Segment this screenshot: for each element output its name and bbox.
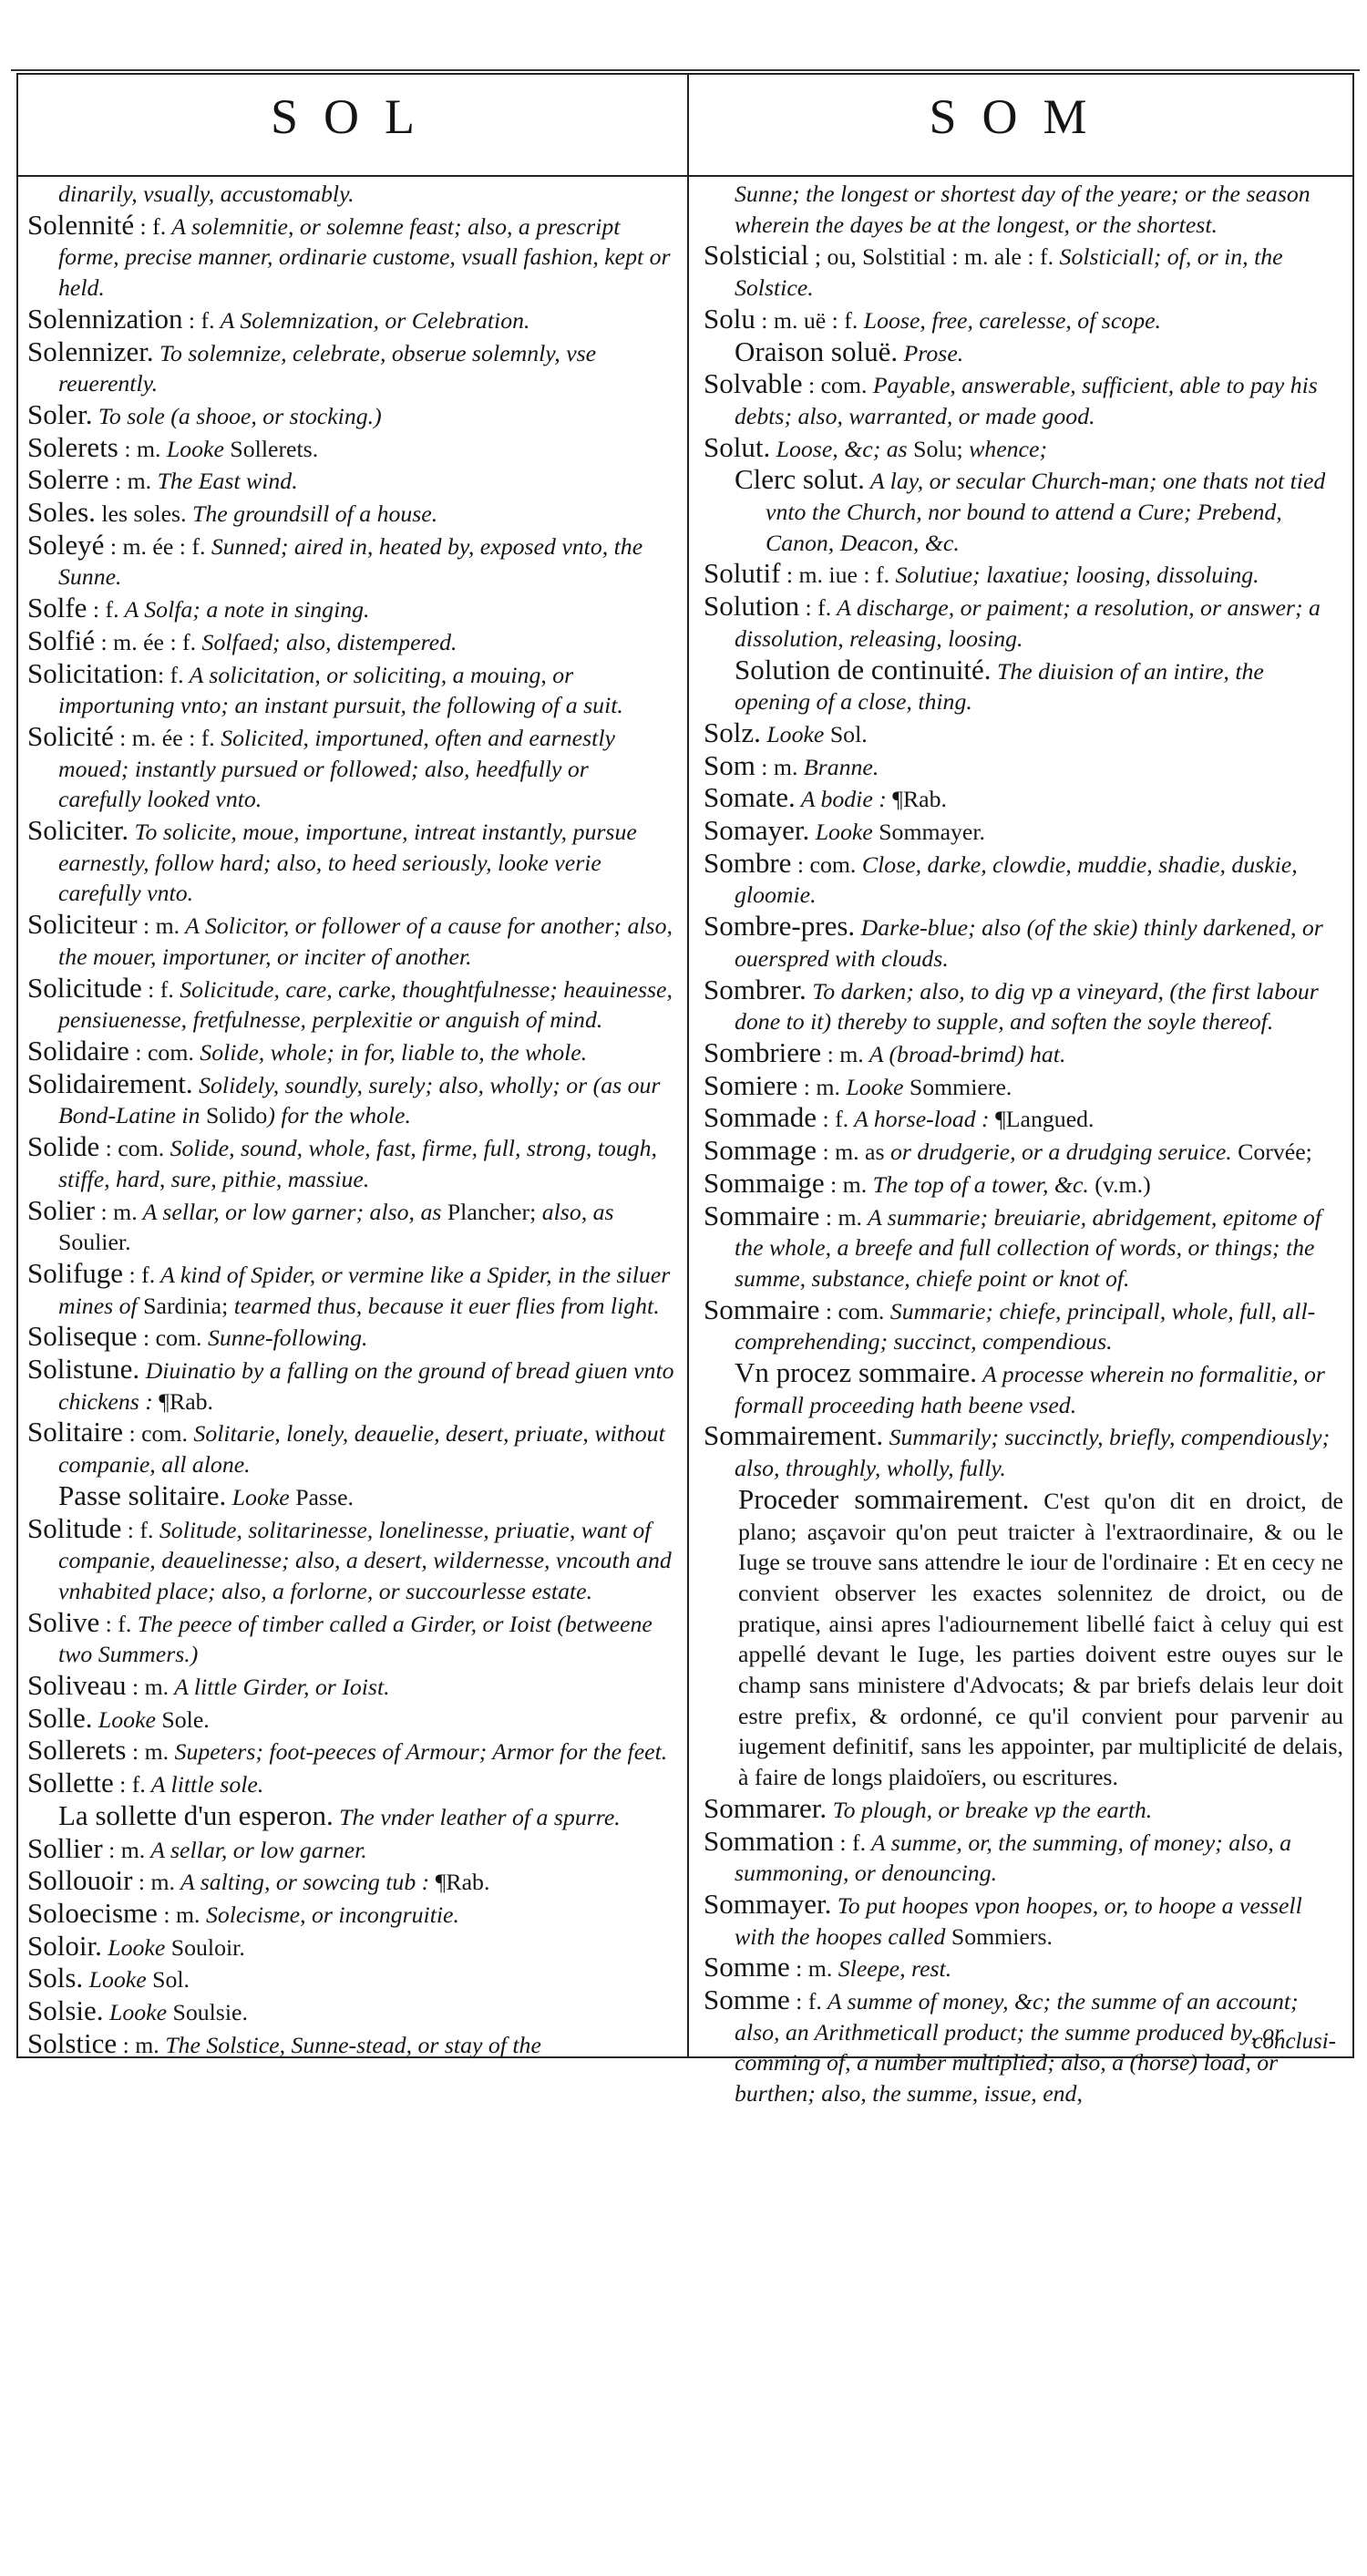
headword: Sommaige xyxy=(704,1166,825,1199)
headword: Solicité xyxy=(27,719,114,752)
headword: Solide xyxy=(27,1130,100,1163)
cross-reference: Sol. xyxy=(146,1966,190,1994)
headword: Solitude xyxy=(27,1511,122,1544)
definition: A little Girder, or Ioist. xyxy=(169,1674,390,1701)
cross-reference: Corvée; xyxy=(1231,1139,1312,1166)
definition: A discharge, or paiment; a resolution, or answer; a dissolution, releasing, loosing. xyxy=(735,594,1321,652)
definition: The diuision of an intire, the opening of a close, thing. xyxy=(735,657,1264,716)
headword: Soliveau xyxy=(27,1669,127,1702)
definition: A summarie; breuiarie, abridgement, epitome of the whole, a breefe and full collection of words, or things; the summe, substance, chiefe point or knot of. xyxy=(735,1203,1321,1292)
dictionary-entry xyxy=(27,464,676,497)
definition: Looke xyxy=(92,1705,156,1733)
running-head-right: SOM xyxy=(929,89,1113,144)
dictionary-entry xyxy=(27,530,676,592)
definition: The Solstice, Sunne-stead, or stay of the xyxy=(159,2031,541,2058)
grammar-note: : m. as xyxy=(817,1139,885,1166)
definition: The vnder leather of a spurre. xyxy=(333,1803,621,1830)
definition: To solemnize, celebrate, obserue solemnly, vse reuerently. xyxy=(58,339,597,397)
headword: Passe solitaire. xyxy=(58,1479,227,1511)
headword: Vn procez sommaire. xyxy=(735,1356,977,1389)
definition: Looke xyxy=(101,1933,166,1961)
dictionary-entry xyxy=(704,1037,1343,1070)
definition: Solitude, solitarinesse, lonelinesse, priuatie, want of companie, deauelinesse; also, a desert, wildernesse, vncouth and vnhabited place; also, a forlorne, or succourlesse estate. xyxy=(58,1516,672,1604)
headword: Solicitation xyxy=(27,656,158,689)
cross-reference: Sardinia; xyxy=(137,1292,229,1319)
dictionary-entry xyxy=(27,2028,676,2061)
definition: Looke xyxy=(226,1483,290,1510)
definition: Solsticiall; of, or in, the Solstice. xyxy=(735,243,1283,302)
dictionary-entry xyxy=(704,848,1343,911)
grammar-note: : m. xyxy=(102,1836,146,1863)
dictionary-entry xyxy=(704,1889,1343,1952)
definition: A Solfa; a note in singing. xyxy=(118,596,370,623)
dictionary-entry xyxy=(27,815,676,909)
definition: also, as xyxy=(536,1198,614,1225)
grammar-note: : com. xyxy=(99,1135,165,1162)
cross-reference: Souloir. xyxy=(165,1933,245,1961)
headword: Sommaire xyxy=(704,1293,820,1325)
headword: Sollerets xyxy=(27,1734,127,1767)
cross-reference: ¶Rab. xyxy=(152,1387,213,1415)
definition: A lay, or secular Church-man; one thats not tied vnto the Church, nor bound to attend a Cure; Prebend, Canon, Deacon, &c. xyxy=(766,468,1326,556)
definition: The peece of timber called a Girder, or Ioist (betweene two Summers.) xyxy=(58,1610,653,1668)
grammar-note: : m. ée : f. xyxy=(113,724,215,751)
headword: Solidairement. xyxy=(27,1066,193,1099)
grammar-note: : m. xyxy=(797,1073,840,1100)
definition: Sleepe, rest. xyxy=(832,1955,952,1983)
grammar-note: : m. iue : f. xyxy=(780,562,890,589)
dictionary-entry xyxy=(704,336,1343,369)
right-column xyxy=(704,179,1343,2107)
definition: A bodie : xyxy=(795,786,887,813)
headword: Sommayer. xyxy=(704,1887,832,1920)
dictionary-entry xyxy=(704,654,1343,717)
definition: Summarie; chiefe, principall, whole, full, all-comprehending; succinct, compendious. xyxy=(735,1297,1316,1355)
definition: Loose, free, carelesse, of scope. xyxy=(858,306,1161,334)
definition: Branne. xyxy=(797,753,879,780)
grammar-note: : m. xyxy=(824,1170,868,1198)
dictionary-entry xyxy=(27,625,676,658)
headword: Sommairement. xyxy=(704,1419,884,1452)
dictionary-entry xyxy=(27,973,676,1036)
headword: Somme xyxy=(704,1984,790,2016)
headword: Soler. xyxy=(27,397,93,430)
dictionary-entry xyxy=(704,1357,1343,1420)
dictionary-entry xyxy=(27,1670,676,1703)
headword: Solerre xyxy=(27,463,109,496)
dictionary-entry xyxy=(27,658,676,721)
dictionary-entry xyxy=(704,1420,1343,1483)
headword: Som xyxy=(704,748,755,781)
dictionary-entry xyxy=(27,1131,676,1194)
grammar-note: : m. xyxy=(132,1869,175,1896)
headword: Somme xyxy=(704,1951,790,1984)
dictionary-entry xyxy=(27,336,676,399)
catchword: conclusi- xyxy=(1252,2029,1336,2054)
definition: A sellar, or low garner. xyxy=(145,1836,367,1863)
definition: A little sole. xyxy=(145,1771,264,1798)
definition: Solicited, importuned, often and earnestly moued; instantly pursued or followed; also, heedfully or carefully looked vnto. xyxy=(58,724,615,813)
grammar-note: : com. xyxy=(819,1297,885,1324)
dictionary-entry xyxy=(704,717,1343,750)
headword: Soliciteur xyxy=(27,908,138,941)
dictionary-entry xyxy=(27,1800,676,1833)
grammar-note: : m. xyxy=(819,1203,863,1231)
headword: Clerc solut. xyxy=(735,463,865,496)
definition: A kind of Spider, or vermine like a Spider, in the siluer mines of xyxy=(58,1261,671,1319)
cross-reference: Sommiere. xyxy=(903,1073,1012,1100)
dictionary-entry xyxy=(27,1480,676,1513)
definition: whence; xyxy=(962,435,1048,462)
definition: The groundsill of a house. xyxy=(186,500,438,528)
grammar-note: : m. xyxy=(126,1674,170,1701)
grammar-note: : com. xyxy=(802,372,868,399)
definition: Solidely, soundly, surely; also, wholly; or (as our Bond-Latine in xyxy=(58,1071,661,1129)
grammar-note: : m. xyxy=(157,1901,200,1928)
definition: Looke xyxy=(160,435,224,462)
definition: Solutiue; laxatiue; loosing, dissoluing. xyxy=(889,562,1259,589)
definition: Looke xyxy=(760,720,825,747)
dictionary-entry xyxy=(27,1513,676,1607)
dictionary-entry xyxy=(27,1767,676,1800)
dictionary-entry xyxy=(27,1036,676,1068)
headword: La sollette d'un esperon. xyxy=(58,1798,334,1831)
definition: A (broad-brimd) hat. xyxy=(863,1040,1066,1067)
dictionary-entry xyxy=(27,1354,676,1417)
headword: Solfié xyxy=(27,623,96,656)
cross-reference: Passe. xyxy=(289,1483,354,1510)
cross-reference: ¶Langued. xyxy=(989,1106,1095,1133)
headword: Proceder sommairement. xyxy=(738,1482,1030,1515)
headword: Solennization xyxy=(27,302,183,335)
dictionary-entry xyxy=(704,1135,1343,1168)
headword: Somayer. xyxy=(704,814,810,847)
dictionary-entry xyxy=(704,464,1343,558)
dictionary-entry xyxy=(27,179,676,210)
definition: Looke xyxy=(809,819,873,846)
headword: Soloecisme xyxy=(27,1896,158,1929)
definition: The East wind. xyxy=(151,468,298,495)
headword: Soleyé xyxy=(27,528,105,561)
grammar-note: : f. xyxy=(182,306,215,334)
headword: Sommarer. xyxy=(704,1791,827,1824)
running-head-left: SOL xyxy=(270,89,440,144)
grammar-note: les soles. xyxy=(95,500,187,528)
headword: Sommation xyxy=(704,1824,834,1857)
cross-reference: Plancher; xyxy=(441,1198,537,1225)
cross-reference: Solu; xyxy=(907,435,963,462)
grammar-note: : m. ée : f. xyxy=(95,628,197,655)
definition: tearmed thus, because it euer flies from light. xyxy=(228,1292,660,1319)
grammar-note: : com. xyxy=(128,1038,194,1066)
headword: Sommage xyxy=(704,1134,817,1167)
header-rule xyxy=(16,175,1354,177)
grammar-note: : m. ée : f. xyxy=(104,532,206,560)
grammar-note: : m. xyxy=(137,912,180,940)
cross-reference: C'est qu'on dit en droict, de plano; asçavoir qu'on peut traicter à l'extraordinaire, & ou le Iuge se trouve sans attendre le iour de l'ordinaire : Et en cecy ne convient observer les exactes solennitez de droict, ou de pratique, ainsi apres l'adiournement libellé faict à celuy qui est appellé devant le Iuge, les parties doivent estre ouyes sur le champ sans ministere d'Advocats; & par briefs delais leur doit estre prefix, & ordonné, ce qu'il convient pour parvenir au iugement definitif, sans les appointer, par multiplicité de delais, à faire de longs plaidoïers, ou escritures. xyxy=(738,1487,1343,1791)
dictionary-entry xyxy=(704,974,1343,1037)
dictionary-entry xyxy=(704,304,1343,336)
cross-reference: Sol. xyxy=(824,720,868,747)
grammar-note: : m. xyxy=(108,468,152,495)
dictionary-entry xyxy=(27,1963,676,1995)
grammar-note: : f. xyxy=(157,661,184,688)
dictionary-entry xyxy=(704,1793,1343,1826)
dictionary-entry xyxy=(704,750,1343,783)
dictionary-entry xyxy=(27,497,676,530)
dictionary-entry xyxy=(704,1070,1343,1103)
headword: Somiere xyxy=(704,1068,798,1101)
headword: Solution de continuité. xyxy=(735,653,992,685)
cross-reference: Sommayer. xyxy=(872,819,985,846)
cross-reference: Sommiers. xyxy=(945,1922,1053,1950)
headword: Solle. xyxy=(27,1701,93,1734)
cross-reference: Soulsie. xyxy=(167,1999,248,2026)
headword: Somate. xyxy=(704,781,796,814)
definition: A Solicitor, or follower of a cause for another; also, the mouer, importuner, or inciter of another. xyxy=(58,912,673,970)
definition: Sunne; the longest or shortest day of the yeare; or the season wherein the dayes be at the longest, or the shortest. xyxy=(735,180,1310,238)
definition: Diuinatio by a falling on the ground of bread giuen vnto chickens : xyxy=(58,1357,674,1415)
grammar-note: : m. xyxy=(821,1040,864,1067)
top-rule xyxy=(11,69,1360,71)
cross-reference: Sole. xyxy=(155,1705,210,1733)
definition: Solecisme, or incongruitie. xyxy=(200,1901,459,1928)
definition: A processe wherein no formalitie, or formall proceeding hath beene vsed. xyxy=(735,1361,1325,1418)
headword: Sommaire xyxy=(704,1199,820,1231)
dictionary-entry xyxy=(27,721,676,815)
definition: A sellar, or low garner; also, as xyxy=(137,1198,442,1225)
definition: A solemnitie, or solemne feast; also, a prescript forme, precise manner, ordinarie custome, vsuall fashion, kept or held. xyxy=(58,212,671,302)
dictionary-entry xyxy=(704,558,1343,591)
headword: Sombrer. xyxy=(704,973,807,1005)
definition: The top of a tower, &c. xyxy=(867,1170,1089,1198)
headword: Oraison soluë. xyxy=(735,335,899,367)
cross-reference: Sollerets. xyxy=(223,435,319,462)
definition: Looke xyxy=(83,1966,147,1994)
definition: Solicitude, care, carke, thoughtfulnesse; heauinesse, pensiuenesse, fretfulnesse, perplexitie or anguish of mind. xyxy=(58,975,673,1034)
headword: Sombriere xyxy=(704,1036,822,1068)
headword: Solidaire xyxy=(27,1034,129,1066)
definition: A salting, or sowcing tub : xyxy=(175,1869,430,1896)
dictionary-entry xyxy=(704,1826,1343,1889)
left-column xyxy=(27,179,676,2059)
dictionary-entry xyxy=(27,1833,676,1866)
definition: To plough, or breake vp the earth. xyxy=(827,1796,1153,1823)
headword: Solier xyxy=(27,1193,96,1226)
definition: Solfaed; also, distempered. xyxy=(196,628,457,655)
headword: Sommade xyxy=(704,1101,817,1134)
dictionary-entry xyxy=(704,782,1343,815)
grammar-note: : com. xyxy=(123,1420,188,1448)
definition: Summarily; succinctly, briefly, compendiously; also, throughly, wholly, fully. xyxy=(735,1424,1331,1482)
dictionary-entry xyxy=(27,1931,676,1963)
headword: Sollouoir xyxy=(27,1864,133,1897)
grammar-note: : f. xyxy=(123,1261,156,1288)
dictionary-entry xyxy=(27,592,676,625)
headword: Solitaire xyxy=(27,1416,124,1448)
definition: Solide, whole; in for, liable to, the whole. xyxy=(193,1038,588,1066)
dictionary-entry xyxy=(704,1200,1343,1294)
definition: dinarily, vsually, accustomably. xyxy=(58,180,355,207)
definition: A summe of money, &c; the summe of an account; also, an Arithmeticall product; the summe produced by, or comming of, a number multiplied; also, a (horse) load, or burthen; also, the summe, issue, end, xyxy=(735,1988,1299,2107)
dictionary-entry xyxy=(704,432,1343,465)
grammar-note: : m. xyxy=(95,1198,138,1225)
headword: Solennizer. xyxy=(27,335,154,367)
definition: Darke-blue; also (of the skie) thinly darkened, or ouerspred with clouds. xyxy=(735,914,1323,972)
headword: Solistune. xyxy=(27,1353,140,1386)
headword: Solz. xyxy=(704,716,761,748)
dictionary-entry xyxy=(27,1865,676,1898)
headword: Solstice xyxy=(27,2026,118,2059)
cross-reference: Solido xyxy=(200,1102,268,1129)
definition: A Solemnization, or Celebration. xyxy=(214,306,530,334)
grammar-note: : f. xyxy=(99,1610,132,1637)
dictionary-entry xyxy=(704,240,1343,303)
dictionary-entry xyxy=(704,815,1343,848)
grammar-note: : f. xyxy=(789,1988,822,2015)
dictionary-entry xyxy=(704,591,1343,654)
definition: Looke xyxy=(839,1073,904,1100)
grammar-note: : m. xyxy=(126,1738,170,1766)
headword: Solfe xyxy=(27,592,87,624)
headword: Solvable xyxy=(704,367,803,400)
definition: To darken; also, to dig vp a vineyard, (the first labour done to it) thereby to supple, and soften the soyle thereof. xyxy=(735,977,1319,1036)
grammar-note: : f. xyxy=(121,1516,154,1543)
headword: Soliciter. xyxy=(27,814,129,847)
dictionary-entry xyxy=(27,1735,676,1767)
definition: Prose. xyxy=(898,339,964,366)
dictionary-entry xyxy=(27,1898,676,1931)
dictionary-entry xyxy=(27,210,676,304)
grammar-note: : m. xyxy=(117,2031,159,2058)
headword: Soles. xyxy=(27,496,96,529)
headword: Solennité xyxy=(27,208,135,241)
grammar-note: : f. xyxy=(817,1106,849,1133)
headword: Sombre-pres. xyxy=(704,910,856,943)
dictionary-entry xyxy=(27,1703,676,1736)
headword: Solifuge xyxy=(27,1256,124,1289)
dictionary-entry xyxy=(27,432,676,465)
grammar-note: : com. xyxy=(137,1324,202,1352)
headword: Solsie. xyxy=(27,1994,104,2027)
definition: Solitarie, lonely, deauelie, desert, priuate, without companie, all alone. xyxy=(58,1420,665,1479)
grammar-note: : com. xyxy=(791,850,857,878)
dictionary-entry xyxy=(704,179,1343,240)
dictionary-entry xyxy=(27,1258,676,1321)
dictionary-entry xyxy=(27,1068,676,1131)
headword: Solive xyxy=(27,1605,100,1638)
grammar-note: ; ou, Solstitial : m. ale : f. xyxy=(808,243,1054,271)
grammar-note: : f. xyxy=(113,1771,146,1798)
dictionary-entry xyxy=(704,1102,1343,1135)
dictionary-entry xyxy=(704,368,1343,431)
headword: Solution xyxy=(704,590,800,623)
grammar-note: : f. xyxy=(141,975,174,1003)
definition: Sunne-following. xyxy=(201,1324,368,1352)
grammar-note: : m. xyxy=(118,435,161,462)
grammar-note: : m. xyxy=(789,1955,833,1983)
definition: Close, darke, clowdie, muddie, shadie, duskie, gloomie. xyxy=(735,850,1298,909)
dictionary-entry xyxy=(27,1321,676,1354)
definition: Payable, answerable, sufficient, able to pay his debts; also, warranted, or made good. xyxy=(735,372,1318,429)
dictionary-entry xyxy=(27,1417,676,1479)
definition: A solicitation, or soliciting, a mouing, or importuning vnto; an instant pursuit, the following of a suit. xyxy=(58,661,623,719)
headword: Solsticial xyxy=(704,239,809,272)
dictionary-entry xyxy=(27,909,676,972)
definition: Solide, sound, whole, fast, firme, full, strong, tough, stiffe, hard, sure, pithie, massiue. xyxy=(58,1135,657,1192)
definition: Looke xyxy=(103,1999,168,2026)
grammar-note: : m. uë : f. xyxy=(755,306,858,334)
headword: Solut. xyxy=(704,430,771,463)
dictionary-entry xyxy=(27,304,676,336)
definition: or drudgerie, or a drudging seruice. xyxy=(884,1139,1232,1166)
dictionary-entry xyxy=(704,1952,1343,1984)
headword: Sollier xyxy=(27,1831,103,1864)
grammar-note: : f. xyxy=(134,212,167,240)
dictionary-entry xyxy=(27,1995,676,2028)
cross-reference: ¶Rab. xyxy=(886,786,947,813)
dictionary-entry xyxy=(704,1984,1343,2109)
grammar-note: : m. xyxy=(755,753,798,780)
column-divider xyxy=(687,73,689,2058)
dictionary-entry xyxy=(704,911,1343,974)
headword: Solu xyxy=(704,302,755,335)
grammar-note: : f. xyxy=(833,1829,867,1856)
headword: Soloir. xyxy=(27,1929,102,1962)
headword: Sols. xyxy=(27,1962,84,1994)
dictionary-entry xyxy=(27,1607,676,1670)
dictionary-entry xyxy=(704,1168,1343,1200)
definition: ) for the whole. xyxy=(267,1102,411,1129)
definition: A summe, or, the summing, of money; also, a summoning, or denouncing. xyxy=(735,1829,1292,1887)
headword: Solerets xyxy=(27,430,118,463)
definition: To sole (a shooe, or stocking.) xyxy=(92,402,382,429)
definition: Sunned; aired in, heated by, exposed vnto, the Sunne. xyxy=(58,532,643,591)
cross-reference: ¶Rab. xyxy=(429,1869,490,1896)
dictionary-entry xyxy=(704,1484,1343,1793)
cross-reference: (v.m.) xyxy=(1088,1170,1151,1198)
definition: To solicite, moue, importune, intreat instantly, pursue earnestly, follow hard; also, to heed seriously, looke verie carefully vnto. xyxy=(58,819,637,907)
dictionary-entry xyxy=(704,1294,1343,1357)
headword: Soliseque xyxy=(27,1320,138,1353)
headword: Solutif xyxy=(704,557,781,590)
definition: Loose, &c; as xyxy=(770,435,908,462)
definition: To put hoopes vpon hoopes, or, to hoope a vessell with the hoopes called xyxy=(735,1891,1302,1950)
definition: A horse-load : xyxy=(848,1106,990,1133)
dictionary-entry xyxy=(27,399,676,432)
headword: Solicitude xyxy=(27,971,142,1004)
cross-reference: Soulier. xyxy=(58,1229,131,1256)
dictionary-entry xyxy=(27,1195,676,1258)
headword: Sollette xyxy=(27,1767,114,1799)
definition: Supeters; foot-peeces of Armour; Armor for the feet. xyxy=(169,1738,668,1766)
headword: Sombre xyxy=(704,846,792,879)
grammar-note: : f. xyxy=(87,596,119,623)
grammar-note: : f. xyxy=(799,594,832,622)
